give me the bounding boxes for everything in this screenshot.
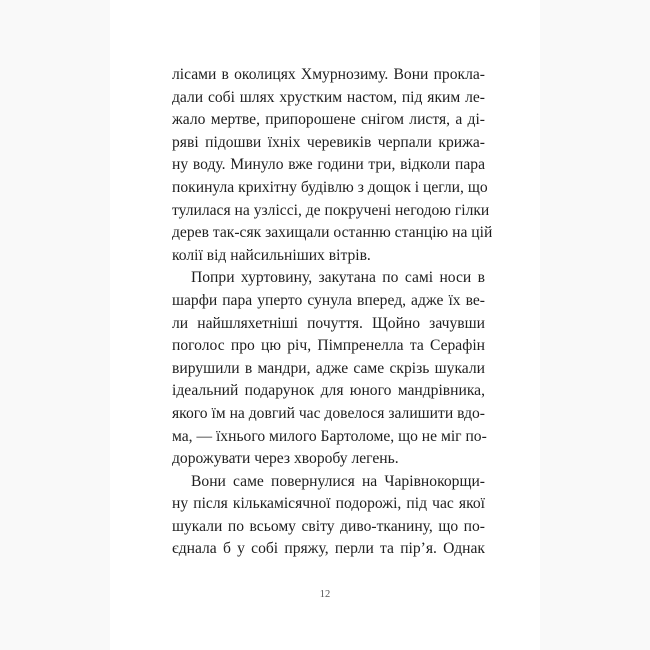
text-line: поголос про цю річ, Пімпренелла та Серафін [172, 337, 485, 355]
paragraph-3 [172, 471, 485, 561]
paragraph-2 [172, 267, 485, 470]
text-line: жало мертве, припорошене снігом листя, а ді- [172, 111, 485, 129]
text-line: лісами в околицях Хмурнозиму. Вони прокла- [172, 66, 485, 83]
page-number: 12 [319, 589, 331, 600]
text-line: ідеальний подарунок для юного мандрівника, [172, 382, 485, 400]
text-line: ли найшляхетніші почуття. Щойно зачувши [172, 314, 485, 332]
text-line: ну після кількамісячної подорожі, під час якої [172, 495, 485, 513]
text-line: шарфи пара уперто сунула вперед, адже їх ве- [172, 291, 485, 309]
text-line: ряві підошви їхніх черевиків черпали крижа- [172, 133, 485, 151]
text-line: ма, — їхнього милого Бартоломе, що не міг по- [172, 427, 487, 445]
body-text [172, 64, 493, 561]
text-line: ну воду. Минуло вже години три, відколи пара [172, 156, 485, 174]
text-line: тулилася на узліссі, де покручені негодою гілки [172, 201, 490, 219]
text-line: Вони саме повернулися на Чарівнокорщи- [191, 472, 485, 490]
text-line: шукали по всьому світу диво-тканину, що по- [172, 517, 485, 535]
text-line: дорожувати через хворобу легень. [172, 450, 399, 468]
book-page [110, 0, 540, 650]
text-line: дерев так-сяк захищали останню станцію на цій [172, 224, 493, 242]
paragraph-1 [172, 64, 493, 267]
text-line: покинула крихітну будівлю з дощок і цегли, що [172, 178, 488, 196]
text-line: Попри хуртовину, закутана по самі носи в [191, 269, 485, 287]
text-line: якого їм на довгий час довелося залишити вдо- [172, 404, 485, 422]
text-line: єднала б у собі пряжу, перли та пір’я. Однак [172, 540, 485, 558]
text-line: колії від найсильніших вітрів. [172, 246, 371, 264]
text-line: вирушили в мандри, адже саме скрізь шукали [172, 359, 485, 377]
text-line: дали собі шлях хрустким настом, під яким ле- [172, 88, 485, 106]
